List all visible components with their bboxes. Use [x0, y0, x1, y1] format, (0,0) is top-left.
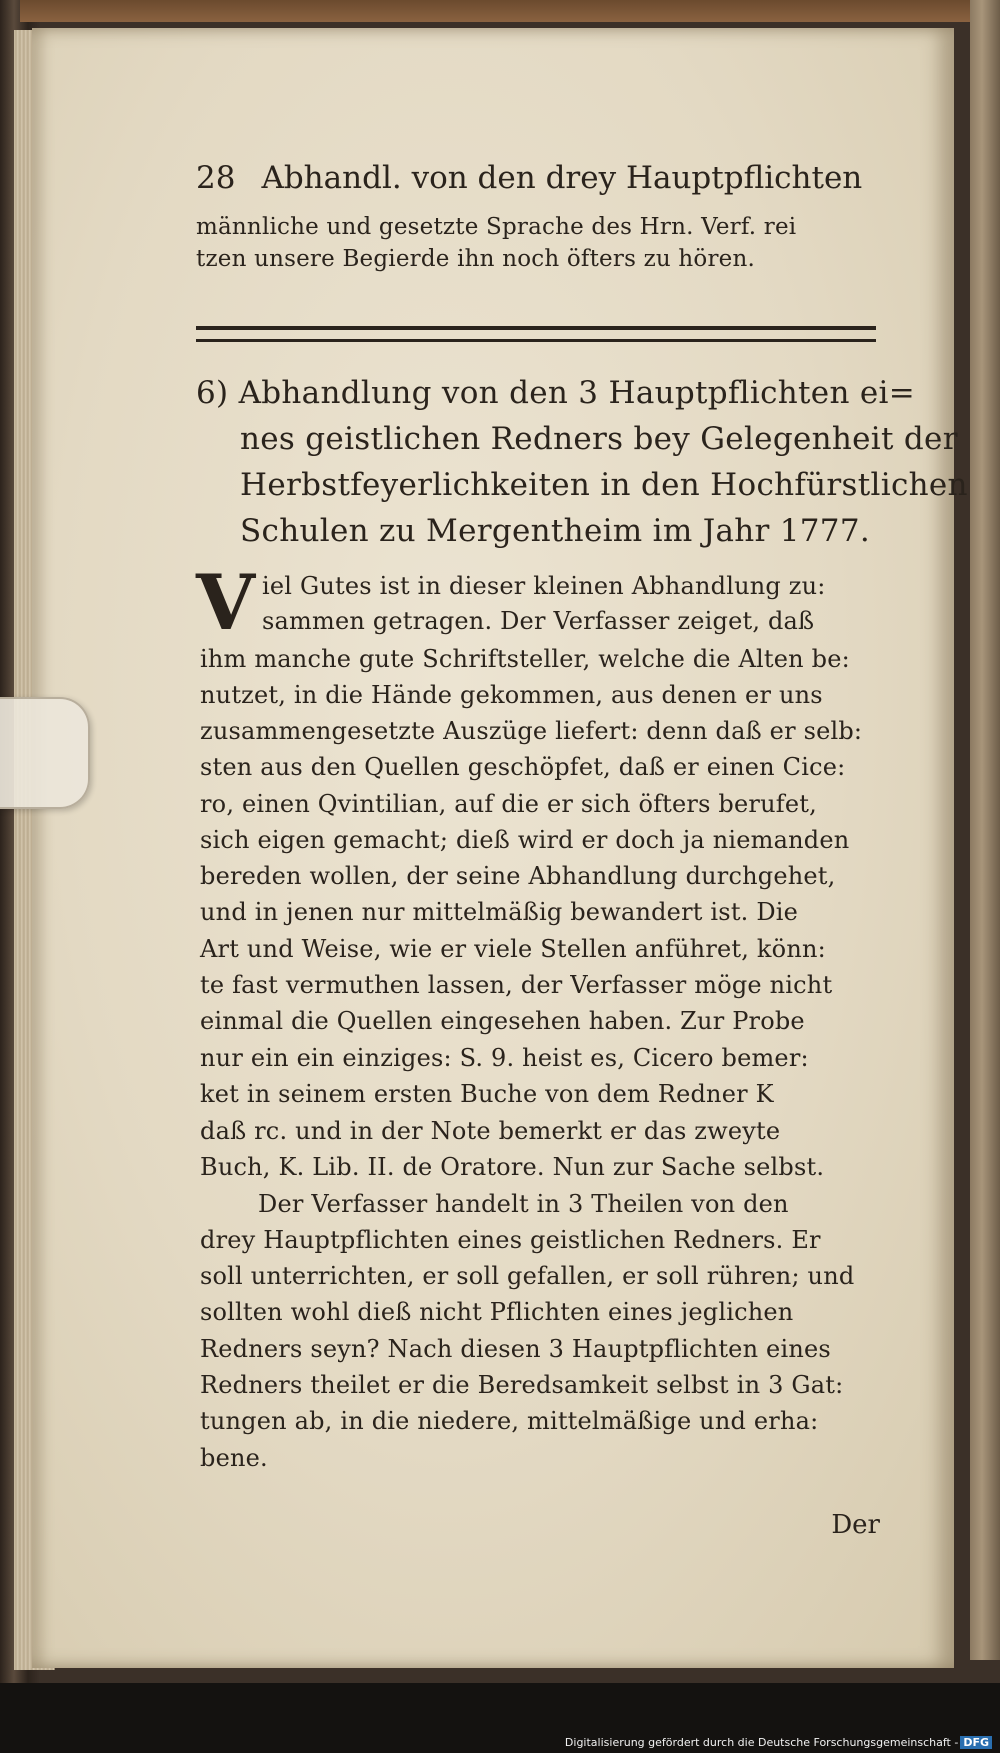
body-line: ro, einen Qvintilian, auf die er sich öfters berufet, — [200, 790, 817, 818]
body-line: daß rc. und in der Note bemerkt er das zweyte — [200, 1117, 781, 1145]
body-line: Redners seyn? Nach diesen 3 Hauptpflichten eines — [200, 1335, 831, 1363]
body-line: sich eigen gemacht; dieß wird er doch ja niemanden — [200, 826, 850, 854]
digitization-credit — [565, 1736, 992, 1749]
dfg-logo-icon: DFG — [960, 1736, 992, 1749]
running-header — [196, 160, 863, 196]
drop-cap: V — [196, 558, 255, 647]
body-line: tungen ab, in die niedere, mittelmäßige und erha: — [200, 1407, 819, 1435]
body-line: bene. — [200, 1444, 268, 1472]
body-line: nutzet, in die Hände gekommen, aus denen er uns — [200, 681, 823, 709]
footer-bar — [0, 1683, 1000, 1753]
body-line: drey Hauptpflichten eines geistlichen Redners. Er — [200, 1226, 821, 1254]
section-title-line: Schulen zu Mergentheim im Jahr 1777. — [240, 513, 871, 549]
body-line: nur ein ein einziges: S. 9. heist es, Cicero bemer: — [200, 1044, 809, 1072]
section-divider — [196, 326, 876, 342]
body-line: Redners theilet er die Beredsamkeit selbst in 3 Gat: — [200, 1371, 844, 1399]
body-line: einmal die Quellen eingesehen haben. Zur Probe — [200, 1007, 805, 1035]
intro-line: männliche und gesetzte Sprache des Hrn. Verf. rei — [196, 214, 797, 240]
body-line: sten aus den Quellen geschöpfet, daß er einen Cice: — [200, 753, 846, 781]
body-line: ket in seinem ersten Buche von dem Redner K — [200, 1080, 774, 1108]
running-title: Abhandl. von den drey Hauptpflichten — [261, 160, 863, 196]
body-line: sammen getragen. Der Verfasser zeiget, daß — [262, 607, 815, 635]
body-line: ihm manche gute Schriftsteller, welche die Alten be: — [200, 645, 850, 673]
intro-line: tzen unsere Begierde ihn noch öfters zu hören. — [196, 246, 756, 272]
body-line: te fast vermuthen lassen, der Verfasser möge nicht — [200, 971, 833, 999]
body-line: sollten wohl dieß nicht Pflichten eines jeglichen — [200, 1298, 794, 1326]
book-cover-right — [970, 0, 1000, 1660]
body-line: Art und Weise, wie er viele Stellen anführet, könn: — [200, 935, 826, 963]
body-line: bereden wollen, der seine Abhandlung durchgehet, — [200, 862, 836, 890]
page-number: 28 — [196, 160, 236, 196]
body-line: Der Verfasser handelt in 3 Theilen von den — [258, 1190, 789, 1218]
body-line: soll unterrichten, er soll gefallen, er soll rühren; und — [200, 1262, 855, 1290]
body-line: Buch, K. Lib. II. de Oratore. Nun zur Sache selbst. — [200, 1153, 825, 1181]
book-cover-top — [20, 0, 980, 22]
section-title-line: Herbstfeyerlichkeiten in den Hochfürstlichen — [240, 467, 968, 503]
body-line: iel Gutes ist in dieser kleinen Abhandlung zu: — [262, 572, 826, 600]
catchword: Der — [831, 1510, 880, 1540]
body-line: zusammengesetzte Auszüge liefert: denn daß er selb: — [200, 717, 863, 745]
bookmark-tab — [0, 697, 90, 809]
section-title-line: 6) Abhandlung von den 3 Hauptpflichten ei= — [196, 375, 915, 411]
credit-text: Digitalisierung gefördert durch die Deutsche Forschungsgemeinschaft - — [564, 1736, 959, 1749]
section-title-line: nes geistlichen Redners bey Gelegenheit der — [240, 421, 958, 457]
body-line: und in jenen nur mittelmäßig bewandert ist. Die — [200, 898, 799, 926]
